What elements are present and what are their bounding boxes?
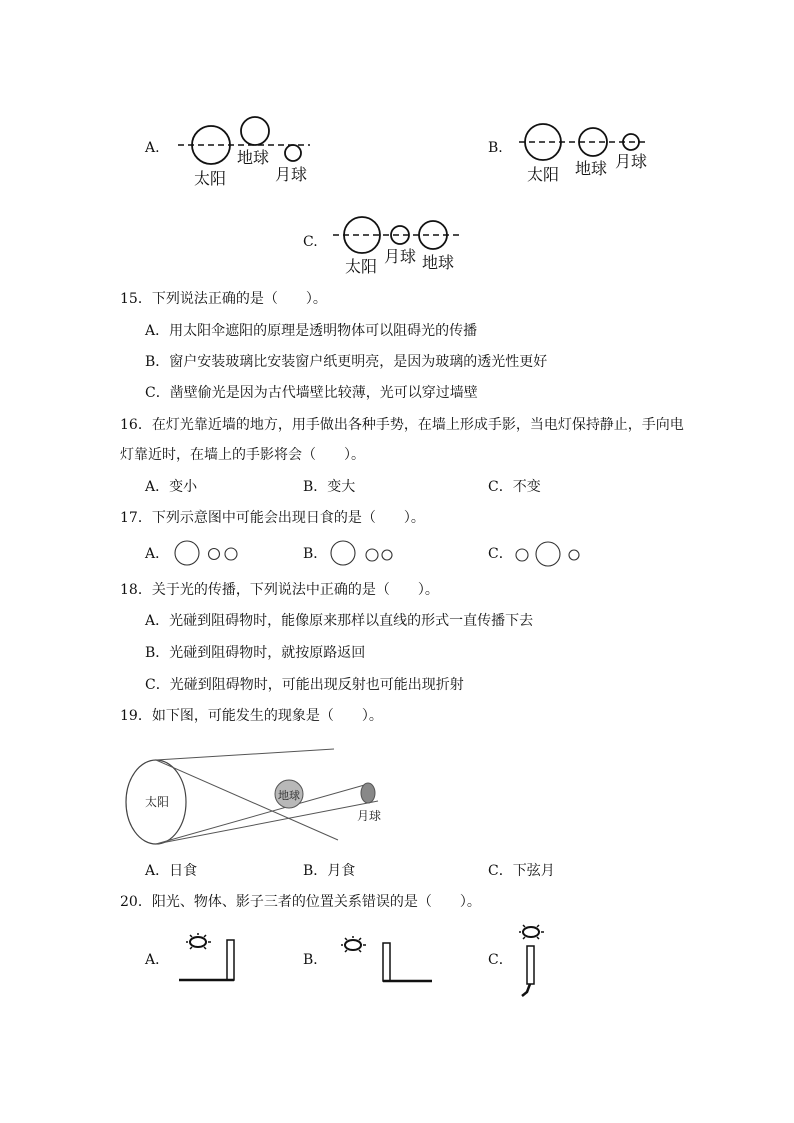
sun-label: 太阳 (194, 169, 227, 188)
q19-option-a: A．日食 (145, 863, 198, 879)
moon-label: 月球 (275, 165, 308, 184)
q18-stem: 18．关于光的传播，下列说法中正确的是（ ）。 (120, 582, 439, 598)
q19-option-c: C．下弦月 (488, 863, 555, 879)
moon-label: 月球 (615, 152, 648, 171)
q14-option-a-label: A. (145, 140, 160, 156)
object-pole (527, 946, 534, 984)
moon-label: 月球 (384, 247, 417, 266)
q18-option-b: B．光碰到阻碍物时，就按原路返回 (145, 645, 366, 661)
sun-label: 太阳 (345, 257, 378, 276)
q20-option-c-label: C． (488, 952, 513, 968)
earth-label: 地球 (237, 148, 270, 167)
q20-option-b-label: B． (303, 952, 328, 968)
q17-option-c-label: C． (488, 546, 513, 562)
q14-option-b-label: B. (488, 140, 503, 156)
sun-icon (519, 925, 544, 939)
q16-stem-line2: 灯靠近时，在墙上的手影将会（ ）。 (120, 447, 365, 463)
earth-label: 地球 (422, 253, 455, 272)
q17-option-a-label: A． (145, 546, 170, 562)
q18-option-a: A．光碰到阻碍物时，能像原来那样以直线的形式一直传播下去 (145, 613, 534, 629)
fig-moon-label: 月球 (357, 809, 382, 823)
q14-option-c-label: C. (303, 234, 318, 250)
q18-option-c: C．光碰到阻碍物时，可能出现反射也可能出现折射 (145, 677, 464, 693)
q16-stem-line1: 16．在灯光靠近墙的地方，用手做出各种手势，在墙上形成手影，当电灯保持静止，手向电 (120, 417, 684, 433)
shadow-line (522, 984, 530, 996)
q16-option-b: B．变大 (303, 479, 356, 495)
q17-option-b-label: B． (303, 546, 328, 562)
q15-option-b: B．窗户安装玻璃比安装窗户纸更明亮，是因为玻璃的透光性更好 (145, 354, 548, 370)
fig-earth-label: 地球 (278, 789, 300, 802)
q15-stem: 15．下列说法正确的是（ ）。 (120, 291, 327, 307)
q17-stem: 17．下列示意图中可能会出现日食的是（ ）。 (120, 510, 425, 526)
q19-option-b: B．月食 (303, 863, 356, 879)
sun-label: 太阳 (527, 165, 560, 184)
q16-option-a: A．变小 (145, 479, 198, 495)
q20-option-a-label: A． (145, 952, 170, 968)
q19-stem: 19．如下图，可能发生的现象是（ ）。 (120, 708, 383, 724)
q16-option-c: C．不变 (488, 479, 541, 495)
q15-option-a: A．用太阳伞遮阳的原理是透明物体可以阻碍光的传播 (145, 323, 478, 339)
earth-label: 地球 (575, 159, 608, 178)
q20-stem: 20．阳光、物体、影子三者的位置关系错误的是（ ）。 (120, 894, 481, 910)
fig-sun-label: 太阳 (145, 795, 170, 809)
q15-option-c: C．凿壁偷光是因为古代墙壁比较薄，光可以穿过墙壁 (145, 385, 478, 401)
